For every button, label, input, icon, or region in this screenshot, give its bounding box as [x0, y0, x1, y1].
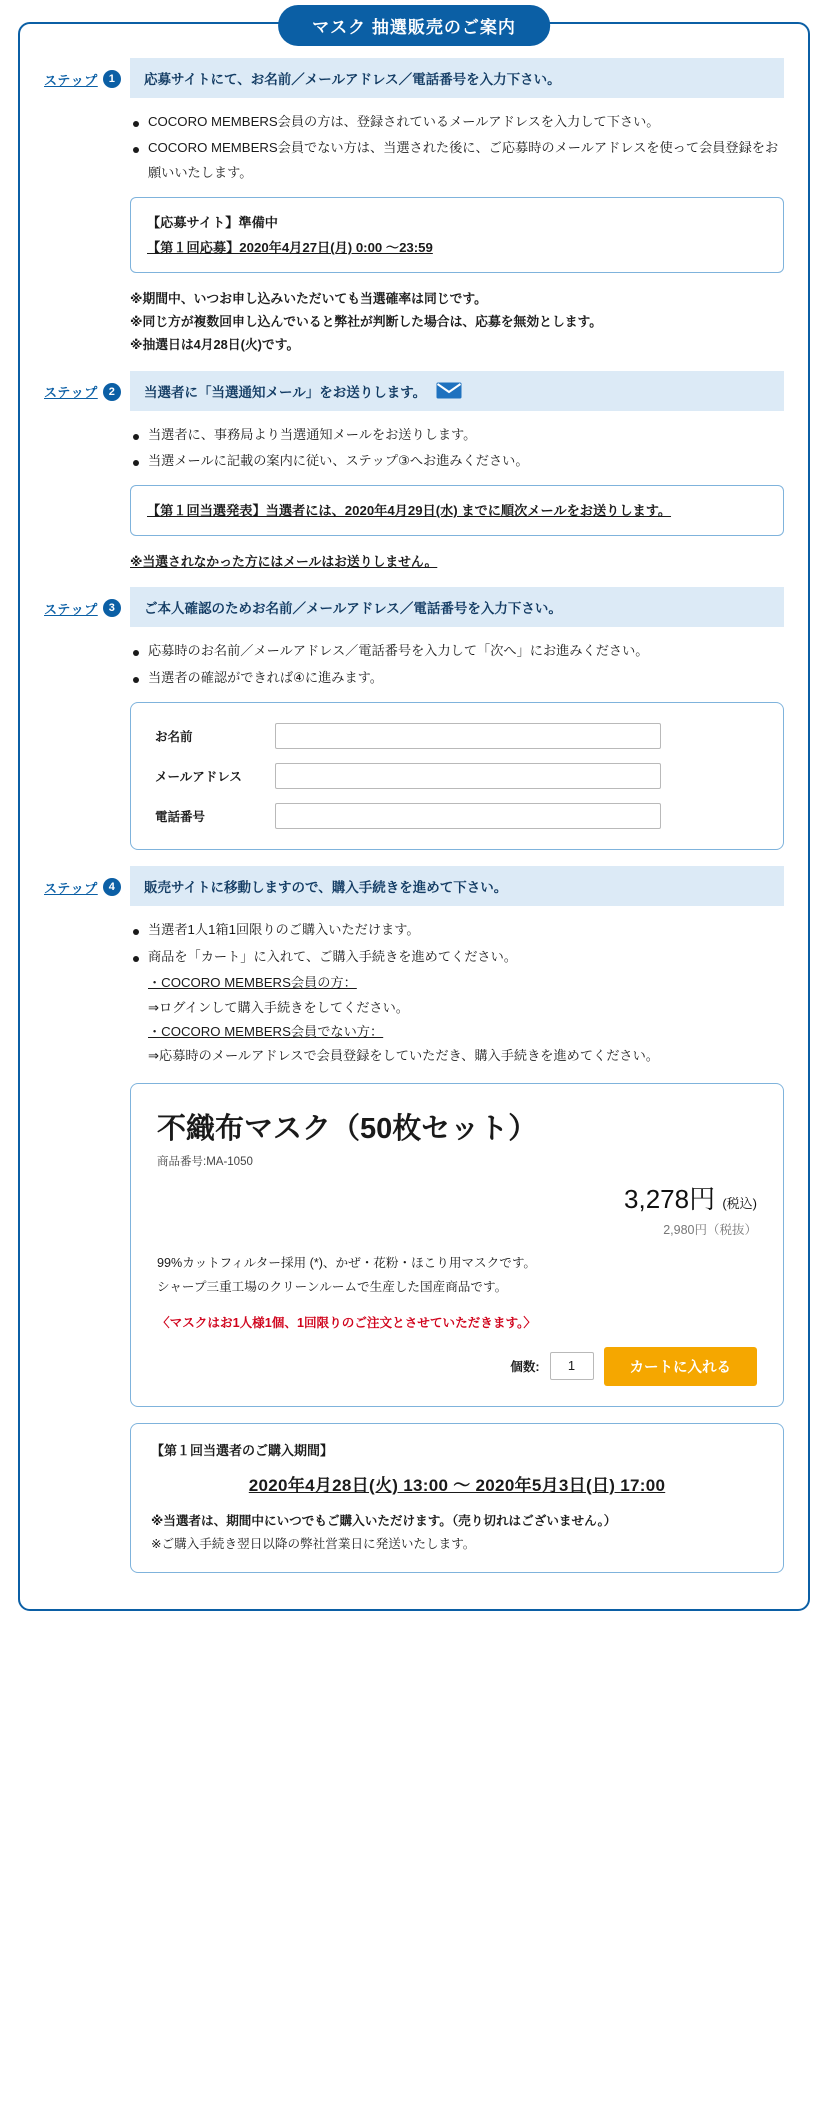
identity-form [130, 702, 784, 850]
list-item: 当選者に、事務局より当選通知メールをお送りします。 [130, 423, 784, 447]
form-row-phone [155, 803, 759, 829]
step-heading-text-3: ご本人確認のためお名前／メールアドレス／電話番号を入力下さい。 [144, 601, 562, 617]
phone-label: 電話番号 [155, 810, 206, 825]
apply-site-line [147, 210, 767, 235]
list-item: 当選者の確認ができれば④に進みます。 [130, 666, 784, 690]
step-header-1 [44, 58, 784, 98]
product-price-tax-label: (税込) [722, 1195, 757, 1211]
form-row-email [155, 763, 759, 789]
sub-list-item: ⇒ログインして購入手続きをしてください。 [148, 999, 409, 1015]
name-label: お名前 [155, 730, 193, 745]
step-heading-text-2: 当選者に「当選通知メール」をお送りします。 [144, 384, 427, 400]
step-header-4 [44, 866, 784, 906]
phone-input[interactable] [275, 803, 661, 829]
step-3-bullets [130, 639, 784, 690]
step-1-notes [130, 287, 784, 356]
step-label-4 [44, 866, 130, 906]
list-item: 応募時のお名前／メールアドレス／電話番号を入力して「次へ」にお進みください。 [130, 639, 784, 663]
list-item: COCORO MEMBERS会員の方は、登録されているメールアドレスを入力して下さい。 [130, 110, 784, 134]
step-body-2 [130, 423, 784, 574]
step-2-bullets [130, 423, 784, 474]
email-label: メールアドレス [155, 770, 242, 785]
step-body-1 [130, 110, 784, 357]
step-label-3 [44, 587, 130, 627]
step-heading-4 [130, 866, 784, 906]
apply-period-text: 【第１回応募】2020年4月27日(月) 0:00 ～23:59 [147, 240, 433, 256]
step-body-3 [130, 639, 784, 850]
note-line: ※抽選日は4月28日(火)です。 [130, 337, 300, 353]
apply-site-text: 【応募サイト】準備中 [147, 215, 278, 231]
step-label-text-1: ステップ [44, 72, 98, 88]
quantity-stepper[interactable]: 1 [550, 1352, 594, 1380]
step-heading-2 [130, 371, 784, 411]
step-heading-3 [130, 587, 784, 627]
purchase-period-note: ※ご購入手続き翌日以降の弊社営業日に発送いたします。 [151, 1536, 476, 1551]
name-input[interactable] [275, 723, 661, 749]
product-limit-note: 〈マスクはお1人様1個、1回限りのご注文とさせていただきます。〉 [157, 1315, 536, 1330]
step-label-text-4: ステップ [44, 880, 98, 896]
step-label-2 [44, 371, 130, 411]
step-heading-text-4: 販売サイトに移動しますので、購入手続きを進めて下さい。 [144, 880, 508, 896]
product-description [157, 1252, 757, 1300]
step-2-notes [130, 550, 784, 573]
product-price-ex-tax: 2,980円（税抜） [663, 1222, 757, 1237]
step-heading-text-1: 応募サイトにて、お名前／メールアドレス／電話番号を入力下さい。 [144, 72, 561, 87]
purchase-period-box [130, 1423, 784, 1574]
step-number-1: 1 [103, 70, 121, 88]
step-header-2 [44, 371, 784, 411]
purchase-period-dates: 2020年4月28日(火) 13:00 ～ 2020年5月3日(日) 17:00 [248, 1475, 666, 1495]
step-block-3 [44, 587, 784, 850]
step-label-1 [44, 58, 130, 98]
step-1-bullets [130, 110, 784, 185]
step-number-3: 3 [103, 599, 121, 617]
form-row-name [155, 723, 759, 749]
product-name: 不織布マスク（50枚セット） [157, 1112, 538, 1145]
list-item: 当選者1人1箱1回限りのご購入いただけます。 [130, 918, 784, 942]
email-input[interactable] [275, 763, 661, 789]
add-to-cart-button[interactable]: カートに入れる [604, 1347, 758, 1386]
note-line: ※期間中、いつお申し込みいただいても当選確率は同じです。 [130, 291, 487, 307]
purchase-sub-list [148, 971, 784, 1069]
note-line: ※同じ方が複数回申し込んでいると弊社が判断した場合は、応募を無効とします。 [130, 314, 603, 330]
page-title: マスク 抽選販売のご案内 [278, 5, 550, 46]
product-card [130, 1083, 784, 1407]
step-label-text-3: ステップ [44, 601, 98, 617]
purchase-period-heading: 【第１回当選者のご購入期間】 [151, 1442, 334, 1458]
sub-list-item: ⇒応募時のメールアドレスで会員登録をしていただき、購入手続きを進めてください。 [148, 1048, 659, 1064]
content-frame [18, 18, 810, 1611]
quantity-label: 個数: [510, 1360, 540, 1375]
product-code: 商品番号:MA-1050 [157, 1155, 253, 1168]
winner-announce-text: 【第１回当選発表】当選者には、2020年4月29日(水) までに順次メールをお送りします。 [147, 503, 672, 519]
step-body-4 [130, 918, 784, 1573]
purchase-period-note: ※当選者は、期間中にいつでもご購入いただけます。（売り切れはございません。） [151, 1513, 617, 1528]
step-label-text-2: ステップ [44, 385, 98, 401]
apply-site-box [130, 197, 784, 273]
purchase-lead-text: 商品を「カート」に入れて、ご購入手続きを進めてください。 [148, 948, 517, 964]
cart-row [157, 1347, 757, 1386]
list-item: COCORO MEMBERS会員でない方は、当選された後に、ご応募時のメールアドレスを使って会員登録をお願いいたします。 [130, 136, 784, 185]
product-description-line: シャープ三重工場のクリーンルームで生産した国産商品です。 [157, 1279, 508, 1294]
step-header-3 [44, 587, 784, 627]
step-block-2 [44, 371, 784, 574]
product-description-line: 99%カットフィルター採用 (*)、かぜ・花粉・ほこり用マスクです。 [157, 1255, 537, 1270]
step-number-4: 4 [103, 878, 121, 896]
step-4-bullets [130, 918, 784, 1069]
step-block-4 [44, 866, 784, 1573]
product-price [157, 1179, 757, 1216]
mail-icon [436, 382, 462, 399]
step-block-1 [44, 58, 784, 357]
sub-list-item: ・COCORO MEMBERS会員の方： [148, 975, 357, 991]
step-number-2: 2 [103, 383, 121, 401]
apply-period-line [147, 235, 767, 260]
sub-list-item: ・COCORO MEMBERS会員でない方： [148, 1024, 384, 1039]
list-item [130, 945, 784, 1069]
note-line: ※当選されなかった方にはメールはお送りしません。 [130, 554, 438, 570]
product-price-value: 3,278円 [624, 1183, 716, 1214]
step-heading-1 [130, 58, 784, 98]
list-item: 当選メールに記載の案内に従い、ステップ③へお進みください。 [130, 449, 784, 473]
winner-announce-box [130, 485, 784, 536]
